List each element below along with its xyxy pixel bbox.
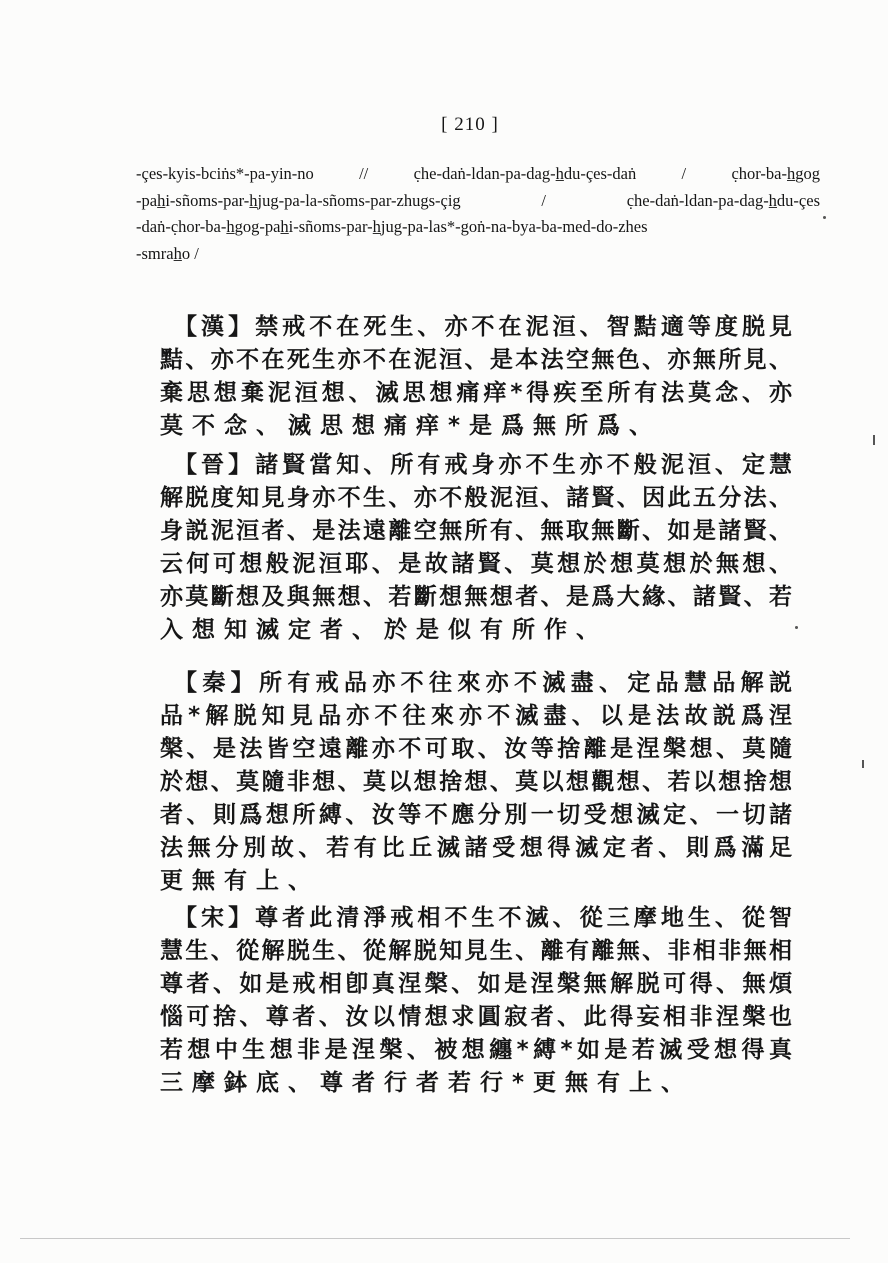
text-line: 品*解脱知見品亦不往來亦不滅盡、以是法故説爲涅: [160, 703, 792, 729]
scan-mark: [873, 435, 875, 445]
text-line: 身説泥洹者、是法遠離空無所有、無取無斷、如是諸賢、: [160, 518, 792, 544]
text-line: 莫不念、滅思想痛痒*是爲無所爲、: [160, 413, 662, 439]
scan-speck: [795, 626, 798, 629]
text-line: 【漢】禁戒不在死生、亦不在泥洹、智黠適等度脱見: [174, 314, 792, 340]
text-line: 【秦】所有戒品亦不往來亦不滅盡、定品慧品解説: [174, 670, 792, 696]
scan-mark: [862, 760, 864, 768]
text-line: 棄思想棄泥洹想、滅思想痛痒*得疾至所有法莫念、亦: [160, 380, 792, 406]
text-line: 亦莫斷想及與無想、若斷想無想者、是爲大緣、諸賢、若: [160, 584, 792, 610]
text-line: 更無有上、: [160, 868, 320, 894]
page-number: [ 210 ]: [441, 114, 499, 135]
text-line: 【宋】尊者此清淨戒相不生不滅、從三摩地生、從智: [174, 905, 792, 931]
text-line: 【晉】諸賢當知、所有戒身亦不生亦不般泥洹、定慧: [174, 452, 792, 478]
text-line: 若想中生想非是涅槃、被想纏*縛*如是若滅受想得真: [160, 1037, 792, 1063]
paragraph-qin: [160, 667, 792, 898]
text-line: 入想知滅定者、於是似有所作、: [160, 617, 608, 643]
paragraph-han: [160, 311, 792, 443]
paragraph-jin: [160, 449, 792, 647]
text-line: 云何可想般泥洹耶、是故諸賢、莫想於想莫想於無想、: [160, 551, 792, 577]
text-line: 槃、是法皆空遠離亦不可取、汝等捨離是涅槃想、莫隨: [160, 736, 792, 762]
text-line: 於想、莫隨非想、莫以想捨想、莫以想觀想、若以想捨想: [160, 769, 792, 795]
text-line: 尊者、如是戒相卽真涅槃、如是涅槃無解脱可得、無煩: [160, 971, 792, 997]
text-line: 惱可捨、尊者、汝以情想求圓寂者、此得妄相非涅槃也: [160, 1004, 792, 1030]
tibetan-line: -çes-kyis-bciṅs*-pa-yin-no // c̣he-daṅ-ldan-pa-dag-h̲du-çes-daṅ / c̣hor-ba-h̲gog: [136, 164, 820, 183]
scan-speck: [823, 216, 826, 219]
tibetan-line: -pah̲i-sñoms-par-h̲jug-pa-la-sñoms-par-zhugs-çig / c̣he-daṅ-ldan-pa-dag-h̲du-çes: [136, 190, 820, 210]
tibetan-line: -daṅ-c̣hor-ba-h̲gog-pah̲i-sñoms-par-h̲jug-pa-las*-goṅ-na-bya-ba-med-do-zhes: [136, 217, 648, 236]
tibetan-line: -smrah̲o /: [136, 243, 199, 263]
text-line: 法無分別故、若有比丘滅諸受想得滅定者、則爲滿足: [160, 835, 792, 861]
text-line: 慧生、從解脱生、從解脱知見生、離有離無、非相非無相: [160, 938, 792, 964]
paragraph-song: [160, 902, 792, 1100]
scan-edge-line: [20, 1238, 850, 1239]
text-line: 者、則爲想所縛、汝等不應分別一切受想滅定、一切諸: [160, 802, 792, 828]
text-line: 解脱度知見身亦不生、亦不般泥洹、諸賢、因此五分法、: [160, 485, 792, 511]
text-line: 黠、亦不在死生亦不在泥洹、是本法空無色、亦無所見、: [160, 347, 792, 373]
text-line: 三摩鉢底、尊者行者若行*更無有上、: [160, 1070, 694, 1096]
tibetan-transliteration: [136, 161, 820, 267]
